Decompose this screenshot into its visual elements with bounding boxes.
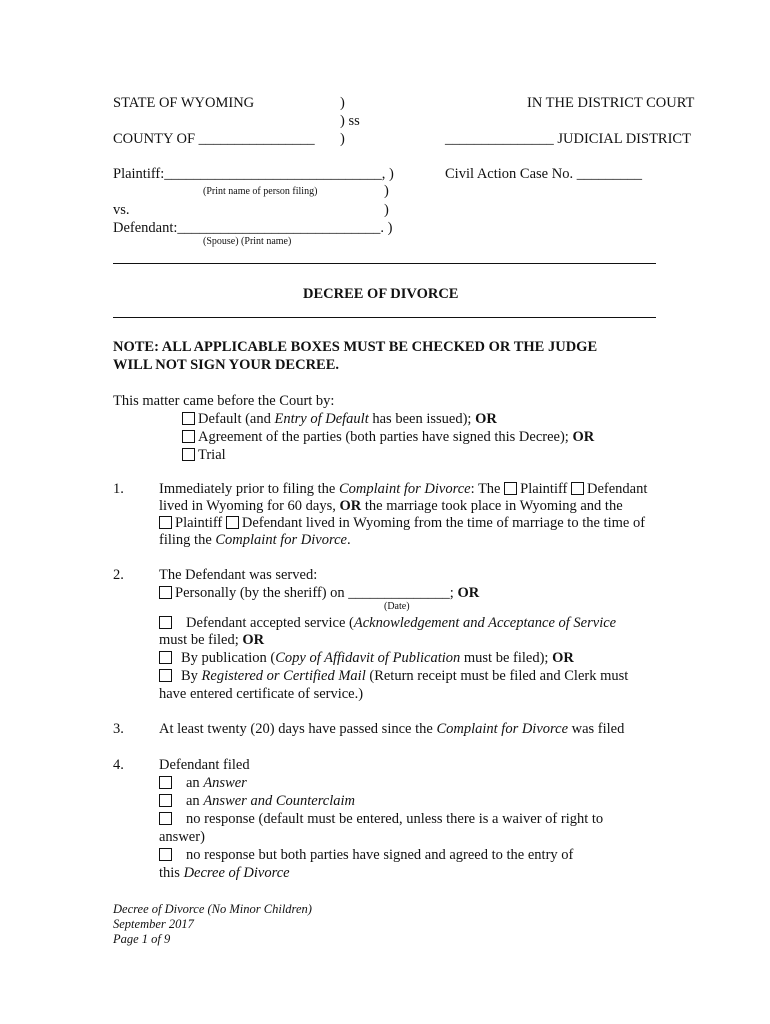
- item1-line2: lived in Wyoming for 60 days, OR the marriage took place in Wyoming and the: [159, 498, 623, 514]
- checkbox[interactable]: [159, 812, 172, 825]
- divider: [113, 263, 656, 264]
- checkbox[interactable]: [159, 669, 172, 682]
- footer-form-name: Decree of Divorce (No Minor Children): [113, 902, 312, 916]
- case-number-field[interactable]: Civil Action Case No. _________: [445, 166, 642, 182]
- defendant-field[interactable]: Defendant:____________________________. ): [113, 220, 393, 236]
- option-personally: Personally (by the sheriff) on ______________; OR: [159, 584, 479, 602]
- checkbox[interactable]: [504, 482, 517, 495]
- option-agreement: Agreement of the parties (both parties have signed this Decree); OR: [182, 428, 594, 446]
- vs-label: vs.: [113, 202, 130, 218]
- option-accepted: Defendant accepted service (Acknowledgement and Acceptance of Service: [159, 614, 616, 632]
- option-publication: By publication (Copy of Affidavit of Publication must be filed); OR: [159, 649, 574, 667]
- plaintiff-field[interactable]: Plaintiff:______________________________, ): [113, 166, 394, 182]
- option-agreed-cont: this Decree of Divorce: [159, 865, 290, 881]
- checkbox[interactable]: [182, 448, 195, 461]
- item-number: 3.: [113, 721, 124, 737]
- caption-paren: ): [384, 202, 389, 218]
- checkbox[interactable]: [571, 482, 584, 495]
- state-label: STATE OF WYOMING: [113, 95, 255, 111]
- caption-paren: ): [384, 183, 389, 199]
- judicial-district-field[interactable]: _______________ JUDICIAL DISTRICT: [445, 131, 691, 147]
- footer-page-number: Page 1 of 9: [113, 932, 171, 946]
- defendant-hint: (Spouse) (Print name): [203, 236, 292, 247]
- item4-lead: Defendant filed: [159, 757, 250, 773]
- court-label: IN THE DISTRICT COURT: [527, 95, 695, 111]
- item1-line1: Immediately prior to filing the Complaint for Divorce: The Plaintiff Defendant: [159, 481, 648, 497]
- caption-paren: ): [340, 95, 345, 111]
- option-trial: Trial: [182, 446, 226, 464]
- item2-lead: The Defendant was served:: [159, 567, 318, 583]
- checkbox[interactable]: [159, 516, 172, 529]
- divider: [113, 317, 656, 318]
- caption-paren: ): [340, 131, 345, 147]
- checkbox[interactable]: [159, 794, 172, 807]
- option-no-response-cont: answer): [159, 829, 205, 845]
- plaintiff-hint: (Print name of person filing): [203, 186, 318, 197]
- option-counterclaim: an Answer and Counterclaim: [159, 792, 355, 810]
- caption-ss: ) ss: [340, 113, 360, 129]
- option-agreed: no response but both parties have signed and agreed to the entry of: [159, 846, 573, 864]
- checkbox[interactable]: [182, 412, 195, 425]
- checkbox[interactable]: [159, 776, 172, 789]
- option-no-response: no response (default must be entered, unless there is a waiver of right to: [159, 810, 603, 828]
- option-answer: an Answer: [159, 774, 247, 792]
- item-number: 2.: [113, 567, 124, 583]
- county-field[interactable]: COUNTY OF ________________: [113, 131, 315, 147]
- checkbox[interactable]: [226, 516, 239, 529]
- checkbox[interactable]: [159, 848, 172, 861]
- option-mail: By Registered or Certified Mail (Return receipt must be filed and Clerk must: [159, 667, 628, 685]
- checkbox[interactable]: [182, 430, 195, 443]
- checkbox[interactable]: [159, 616, 172, 629]
- page-title: DECREE OF DIVORCE: [303, 286, 459, 302]
- item1-line4: filing the Complaint for Divorce.: [159, 532, 351, 548]
- intro-lead: This matter came before the Court by:: [113, 393, 335, 409]
- item-number: 4.: [113, 757, 124, 773]
- footer-date: September 2017: [113, 917, 194, 931]
- option-accepted-cont: must be filed; OR: [159, 632, 265, 648]
- item3-text: At least twenty (20) days have passed since the Complaint for Divorce was filed: [159, 721, 625, 737]
- item-number: 1.: [113, 481, 124, 497]
- checkbox[interactable]: [159, 586, 172, 599]
- note-line2: WILL NOT SIGN YOUR DECREE.: [113, 357, 340, 373]
- checkbox[interactable]: [159, 651, 172, 664]
- option-default: Default (and Entry of Default has been issued); OR: [182, 410, 497, 428]
- option-mail-cont: have entered certificate of service.): [159, 686, 364, 702]
- item1-line3: Plaintiff Defendant lived in Wyoming from the time of marriage to the time of: [159, 514, 645, 532]
- date-hint: (Date): [384, 601, 410, 612]
- note-line1: NOTE: ALL APPLICABLE BOXES MUST BE CHECKED OR THE JUDGE: [113, 339, 598, 355]
